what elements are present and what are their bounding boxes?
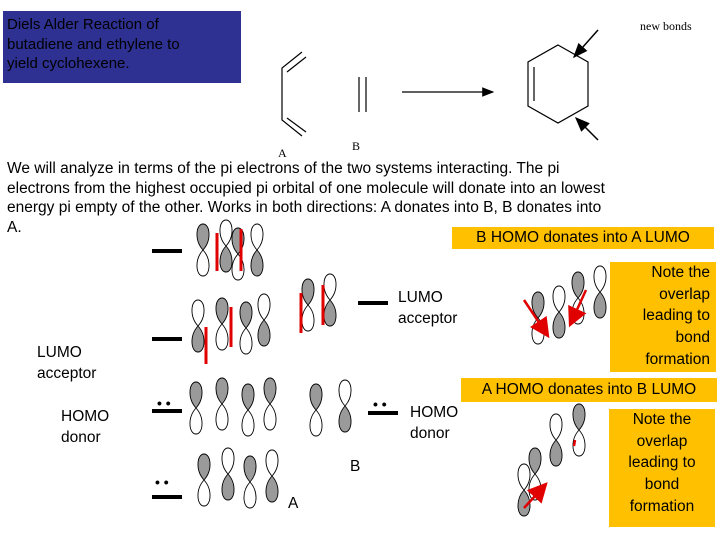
homo-donor-b-label: HOMO donor (410, 404, 459, 442)
orbital-lobe-bottom (198, 480, 210, 506)
orbital-lobe-top (240, 302, 252, 328)
orbital-lobe-bottom (339, 406, 351, 432)
orbital-lobe-bottom (258, 320, 270, 346)
orbital-lobe-top (324, 274, 336, 300)
orbital-lobe-bottom (266, 476, 278, 502)
orbital-lobe-top (266, 450, 278, 476)
orbital-lobe-top (216, 298, 228, 324)
orbital-lobe-bottom (190, 408, 202, 434)
orbital-lobe-bottom (553, 312, 565, 338)
new-bonds-label: new bonds (640, 19, 692, 33)
electron-pair-a-lower: • • (155, 474, 169, 490)
orbital-lobe-top (572, 272, 584, 298)
orbital-lobe-bottom (594, 292, 606, 318)
orbital-lobe-bottom (244, 482, 256, 508)
orbital-lobe-top (190, 382, 202, 408)
orbital-lobe-bottom (197, 250, 209, 276)
orbital-lobe-top (573, 404, 585, 430)
callout-a-homo-to-b-lumo: A HOMO donates into B LUMO (461, 378, 717, 402)
mo-label-b: B (350, 458, 361, 475)
orbital-lobe-top (192, 300, 204, 326)
orbital-lobe-top (198, 454, 210, 480)
ethylene-structure (359, 77, 366, 112)
callout-note-overlap-1: Note the overlap leading to bond formation (610, 262, 716, 372)
orbital-lobe-top (529, 448, 541, 474)
orbital-lobe-bottom (192, 326, 204, 352)
orbital-lobe-bottom (324, 300, 336, 326)
orbital-lobe-top (258, 294, 270, 320)
orbital-lobe-bottom (251, 250, 263, 276)
slide-title: Diels Alder Reaction of butadiene and ethylene to yield cyclohexene. (7, 16, 180, 72)
orbital-lobe-bottom (240, 328, 252, 354)
orbital-lobe-bottom (216, 324, 228, 350)
new-bond-arrow-bottom (576, 118, 598, 140)
orbital-lobe-top (310, 384, 322, 410)
p-orbital-lobes (190, 220, 606, 516)
butadiene-structure (282, 52, 306, 136)
orbital-lobe-top (244, 456, 256, 482)
electron-pair-a-homo: • • (157, 395, 171, 411)
callout-note-overlap-2: Note the overlap leading to bond formation (609, 409, 715, 527)
orbital-lobe-top (302, 279, 314, 305)
orbital-lobe-top (594, 266, 606, 292)
scheme-label-a: A (278, 146, 287, 160)
lumo-acceptor-b-label: LUMO acceptor (398, 289, 458, 327)
mo-label-a: A (288, 495, 299, 512)
orbital-lobe-top (553, 286, 565, 312)
orbital-lobe-top (242, 384, 254, 410)
orbital-lobe-top (339, 380, 351, 406)
orbital-lobe-top (550, 414, 562, 440)
orbital-lobe-bottom (242, 410, 254, 436)
orbital-lobe-bottom (264, 404, 276, 430)
orbital-lobe-top (222, 448, 234, 474)
orbital-lobe-top (264, 378, 276, 404)
lumo-acceptor-a-label: LUMO acceptor (37, 344, 97, 382)
orbital-lobe-top (518, 464, 530, 490)
orbital-lobe-top (216, 378, 228, 404)
mo-levels-a (152, 251, 182, 497)
orbital-lobe-bottom (302, 305, 314, 331)
orbital-lobe-bottom (220, 246, 232, 272)
new-bond-arrow-top (574, 30, 598, 57)
cyclohexene-structure (528, 45, 588, 123)
orbital-lobe-bottom (572, 298, 584, 324)
explanation-paragraph: We will analyze in terms of the pi electrons of the two systems interacting. The pi electrons from the highest occupied pi orbital of one molecule will donate into an lowest energy pi empty of the other. Works in both directions: A donates into B, B donates into A. (7, 160, 605, 236)
electron-pair-b-homo: • • (373, 396, 387, 412)
orbital-lobe-bottom (222, 474, 234, 500)
homo-donor-a-label: HOMO donor (61, 408, 110, 446)
callout-b-homo-to-a-lumo: B HOMO donates into A LUMO (452, 227, 714, 249)
scheme-label-b: B (352, 139, 361, 153)
orbital-lobe-bottom (310, 410, 322, 436)
orbital-lobe-bottom (216, 404, 228, 430)
orbital-lobe-bottom (550, 440, 562, 466)
